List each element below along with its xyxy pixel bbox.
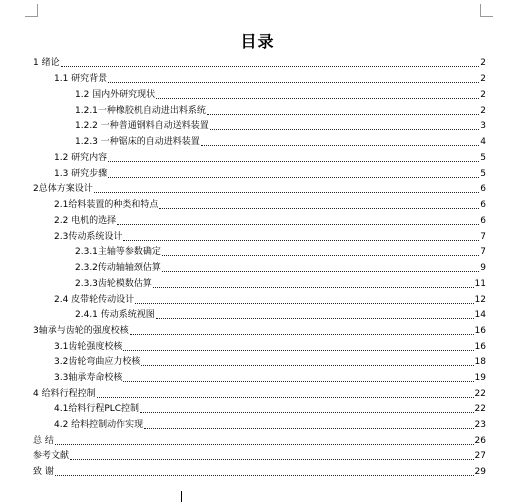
toc-entry[interactable] [75,276,486,290]
toc-entry-label: 2.4.1 传动系统视图 [75,310,155,320]
toc-leader-dots [94,192,480,193]
toc-entry-page-number: 22 [474,404,486,414]
toc-leader-dots [55,444,474,445]
toc-leader-dots [117,224,479,225]
toc-leader-dots [162,271,479,272]
toc-entry-label: 4.2 给料控制动作实现 [54,420,144,430]
toc-entry-page-number: 18 [474,357,486,367]
toc-leader-dots [156,318,474,319]
toc-leader-dots [201,145,480,146]
toc-entry[interactable] [33,433,486,447]
crop-mark-top-right [480,4,493,17]
toc-entry[interactable] [75,244,486,258]
toc-entry-page-number: 7 [480,247,486,257]
toc-leader-dots [108,82,479,83]
toc-leader-dots [130,334,474,335]
toc-entry-page-number: 5 [480,153,486,163]
crop-mark-top-left [25,4,38,17]
toc-entry-page-number: 6 [480,216,486,226]
toc-entry[interactable] [75,260,486,274]
toc-entry-page-number: 16 [474,342,486,352]
toc-leader-dots [207,114,479,115]
toc-entry[interactable] [54,370,486,384]
toc-entry-page-number: 14 [474,310,486,320]
toc-entry-page-number: 11 [474,279,486,289]
toc-entry-label: 1 绪论 [33,58,60,68]
toc-leader-dots [108,161,479,162]
toc-entry[interactable] [75,134,486,148]
toc-entry[interactable] [75,103,486,117]
toc-leader-dots [61,66,480,67]
toc-entry-page-number: 2 [480,90,486,100]
toc-entry-label: 3轴承与齿轮的强度校核 [33,326,129,336]
toc-entry[interactable] [54,213,486,227]
toc-entry-page-number: 2 [480,106,486,116]
toc-entry-page-number: 27 [474,451,486,461]
toc-entry-page-number: 2 [480,58,486,68]
toc-entry-page-number: 12 [474,295,486,305]
toc-leader-dots [70,459,474,460]
toc-entry-page-number: 29 [474,467,486,477]
toc-entry-label: 2.4 皮带轮传动设计 [54,295,135,305]
toc-leader-dots [97,397,474,398]
toc-leader-dots [140,412,474,413]
toc-entry-label: 2.2 电机的选择 [54,216,117,226]
toc-entry-page-number: 7 [480,232,486,242]
toc-entry[interactable] [54,401,486,415]
toc-entry-page-number: 6 [480,200,486,210]
toc-leader-dots [153,287,474,288]
toc-entry[interactable] [54,71,486,85]
toc-entry-label: 4 给料行程控制 [33,389,96,399]
toc-leader-dots [123,240,479,241]
toc-entry-label: 2总体方案设计 [33,184,93,194]
toc-entry-label: 1.2.2 一种普通钢料自动送料装置 [75,121,209,131]
toc-entry[interactable] [33,386,486,400]
toc-entry-label: 3.2齿轮弯曲应力校核 [54,357,141,367]
toc-entry[interactable] [54,417,486,431]
toc-entry[interactable] [54,292,486,306]
toc-entry-label: 1.3 研究步骤 [54,169,108,179]
toc-entry-label: 1.1 研究背景 [54,74,108,84]
toc-entry[interactable] [75,87,486,101]
toc-entry[interactable] [54,197,486,211]
toc-entry-page-number: 22 [474,389,486,399]
toc-entry-label: 1.2 研究内容 [54,153,108,163]
toc-entry-page-number: 16 [474,326,486,336]
toc-entry-page-number: 2 [480,74,486,84]
toc-entry[interactable] [54,354,486,368]
toc-entry-page-number: 19 [474,373,486,383]
toc-entry[interactable] [33,55,486,69]
toc-entry-label: 2.3传动系统设计 [54,232,123,242]
toc-title: 目录 [240,32,275,51]
toc-entry-label: 1.2.3 一种锯床的自动进料装置 [75,137,200,147]
toc-entry-label: 总 结 [33,436,54,446]
toc-leader-dots [210,129,480,130]
toc-entry-label: 3.1齿轮强度校核 [54,342,123,352]
toc-entry-label: 参考文献 [33,451,70,461]
toc-entry[interactable] [33,181,486,195]
toc-entry-page-number: 4 [480,137,486,147]
toc-entry[interactable] [33,448,486,462]
toc-leader-dots [123,350,473,351]
toc-entry[interactable] [33,464,486,478]
toc-entry-label: 2.3.2传动轴轴颈估算 [75,263,161,273]
toc-leader-dots [108,177,479,178]
toc-entry[interactable] [54,150,486,164]
toc-entry[interactable] [54,339,486,353]
toc-entry[interactable] [33,323,486,337]
toc-entry-page-number: 23 [474,420,486,430]
toc-entry-page-number: 3 [480,121,486,131]
text-cursor [181,491,182,502]
toc-entry[interactable] [54,229,486,243]
toc-leader-dots [162,255,479,256]
toc-leader-dots [135,303,473,304]
toc-entry-label: 2.3.1主轴等参数确定 [75,247,161,257]
toc-entry-label: 2.3.3齿轮模数估算 [75,279,152,289]
toc-entry-page-number: 6 [480,184,486,194]
toc-entry-label: 3.3轴承寿命校核 [54,373,123,383]
toc-leader-dots [123,381,473,382]
toc-entry[interactable] [54,166,486,180]
toc-entry[interactable] [75,118,486,132]
toc-entry-page-number: 5 [480,169,486,179]
toc-leader-dots [156,98,479,99]
toc-entry-label: 1.2 国内外研究现状 [75,90,156,100]
toc-entry-label: 2.1给料装置的种类和特点 [54,200,159,210]
toc-leader-dots [144,428,473,429]
toc-leader-dots [141,365,473,366]
toc-entry-label: 4.1给料行程PLC控制 [54,404,140,414]
toc-leader-dots [55,475,474,476]
toc-entry-page-number: 26 [474,436,486,446]
toc-entry-label: 致 谢 [33,467,54,477]
toc-entry-page-number: 9 [480,263,486,273]
toc-leader-dots [159,208,479,209]
toc-entry[interactable] [75,307,486,321]
toc-entry-label: 1.2.1一种橡胶机自动进出料系统 [75,106,206,116]
